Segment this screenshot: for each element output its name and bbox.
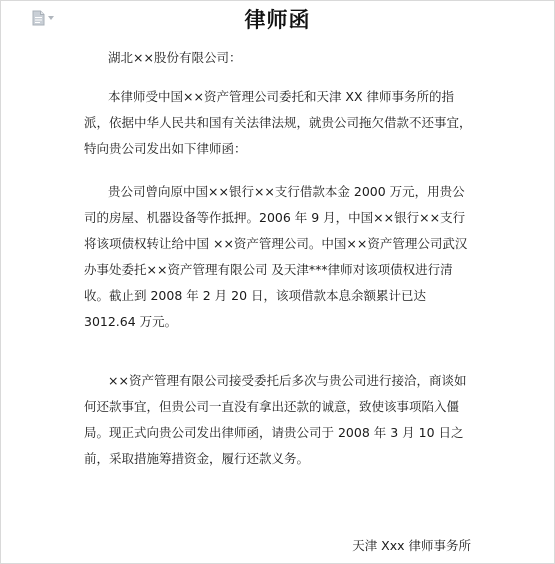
paragraph-demand: ××资产管理有限公司接受委托后多次与贵公司进行接洽，商谈如何还款事宜，但贵公司一直没有拿出还款的诚意，致使该事项陷入僵局。现正式向贵公司发出律师函，请贵公司于 2008 年 3 月 10 日之前，采取措施筹措资金，履行还款义务。 (84, 373, 467, 466)
paragraph-facts: 贵公司曾向原中国××银行××支行借款本金 2000 万元，用贵公司的房屋、机器设备等作抵押。2006 年 9 月，中国××银行××支行将该项债权转让给中国 ××资产管理公司。中国××资产管理公司武汉办事处委托××资产管理有限公司 及天津***律师对该项债权进行清收。截止到 2008 年 2 月 20 日，该项借款本息余额累计已达 3012.64 万元。 (84, 184, 468, 329)
recipient-line: 湖北××股份有限公司： (108, 50, 242, 65)
paragraph-intro: 本律师受中国××资产管理公司委托和天津 XX 律师事务所的指派，依据中华人民共和国有关法律法规，就贵公司拖欠借款不还事宜，特向贵公司发出如下律师函： (84, 89, 472, 156)
letter-title: 律师函 (244, 7, 311, 32)
signature-line: 天津 Xxx 律师事务所 (352, 538, 471, 553)
